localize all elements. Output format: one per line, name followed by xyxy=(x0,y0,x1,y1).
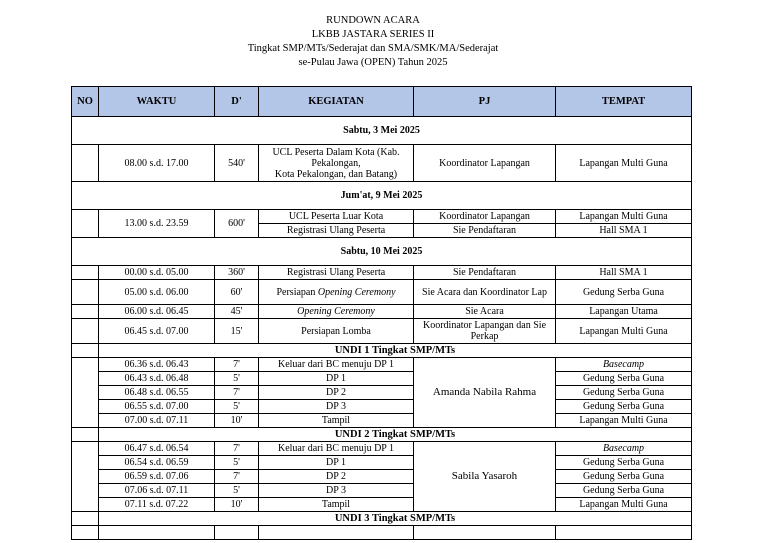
col-header-waktu: WAKTU xyxy=(99,87,215,117)
cell-waktu: 06.47 s.d. 06.54 xyxy=(99,442,215,456)
title-line-1: RUNDOWN ACARA xyxy=(326,15,420,26)
cell-durasi: 10' xyxy=(215,498,259,512)
cell-durasi: 7' xyxy=(215,442,259,456)
table-row xyxy=(72,358,692,372)
cell-pj: Sabila Yasaroh xyxy=(414,442,556,512)
table-row xyxy=(72,442,692,456)
cell-tempat: Gedung Serba Guna xyxy=(556,484,692,498)
table-row xyxy=(72,470,692,484)
cell-tempat: Basecamp xyxy=(556,358,692,372)
cell-durasi: 5' xyxy=(215,456,259,470)
table-row xyxy=(72,456,692,470)
cell-kegiatan: DP 3 xyxy=(259,400,414,414)
cell-durasi: 7' xyxy=(215,386,259,400)
cell-tempat: Gedung Serba Guna xyxy=(556,280,692,305)
cell-pj: Sie Pendaftaran xyxy=(414,266,556,280)
cell-waktu: 06.59 s.d. 07.06 xyxy=(99,470,215,484)
cell-kegiatan: DP 2 xyxy=(259,470,414,484)
cell-no xyxy=(72,512,99,526)
cell-durasi: 7' xyxy=(215,358,259,372)
table-row xyxy=(72,145,692,182)
cell-durasi: 5' xyxy=(215,372,259,386)
cell-kegiatan: Registrasi Ulang Peserta xyxy=(259,266,414,280)
day-header-row xyxy=(72,238,692,266)
cell-kegiatan: DP 3 xyxy=(259,484,414,498)
cell-tempat: Lapangan Multi Guna xyxy=(556,319,692,344)
session-header-row xyxy=(72,428,692,442)
cell-waktu: 08.00 s.d. 17.00 xyxy=(99,145,215,182)
cell-no xyxy=(72,428,99,442)
cell-kegiatan: Opening Ceremony xyxy=(259,305,414,319)
kegiatan-line-2: Kota Pekalongan, dan Batang) xyxy=(274,168,398,180)
cell-waktu: 06.48 s.d. 06.55 xyxy=(99,386,215,400)
cell-tempat: Hall SMA 1 xyxy=(556,224,692,238)
cell-no xyxy=(72,358,99,428)
day-label: Sabtu, 10 Mei 2025 xyxy=(72,238,692,266)
cell-pj: Koordinator Lapangan dan Sie Perkap xyxy=(414,319,556,344)
cell-kegiatan: Registrasi Ulang Peserta xyxy=(259,224,414,238)
cell-durasi: 5' xyxy=(215,400,259,414)
cell-waktu: 06.54 s.d. 06.59 xyxy=(99,456,215,470)
day-header-row xyxy=(72,117,692,145)
cell-tempat: Lapangan Utama xyxy=(556,305,692,319)
cell-tempat: Gedung Serba Guna xyxy=(556,456,692,470)
day-header-row xyxy=(72,182,692,210)
table-row xyxy=(72,414,692,428)
session-label: UNDI 1 Tingkat SMP/MTs xyxy=(99,344,692,358)
table-row xyxy=(72,386,692,400)
cell-durasi xyxy=(215,526,259,540)
cell-no xyxy=(72,442,99,512)
cell-tempat: Gedung Serba Guna xyxy=(556,386,692,400)
cell-pj: Sie Acara dan Koordinator Lap xyxy=(414,280,556,305)
table-row xyxy=(72,280,692,305)
table-row xyxy=(72,210,692,224)
cell-waktu: 05.00 s.d. 06.00 xyxy=(99,280,215,305)
col-header-durasi: D' xyxy=(215,87,259,117)
cell-kegiatan: Tampil xyxy=(259,498,414,512)
cell-tempat: Lapangan Multi Guna xyxy=(556,145,692,182)
cell-kegiatan: DP 2 xyxy=(259,386,414,400)
cell-kegiatan: DP 1 xyxy=(259,372,414,386)
cell-durasi: 5' xyxy=(215,484,259,498)
cell-waktu xyxy=(99,526,215,540)
cell-waktu: 07.06 s.d. 07.11 xyxy=(99,484,215,498)
cell-kegiatan: DP 1 xyxy=(259,456,414,470)
cell-durasi: 45' xyxy=(215,305,259,319)
cell-pj xyxy=(414,526,556,540)
col-header-no: NO xyxy=(72,87,99,117)
col-header-kegiatan: KEGIATAN xyxy=(259,87,414,117)
cell-no xyxy=(72,210,99,238)
cell-waktu: 00.00 s.d. 05.00 xyxy=(99,266,215,280)
cell-kegiatan: Persiapan Lomba xyxy=(259,319,414,344)
cell-tempat: Gedung Serba Guna xyxy=(556,400,692,414)
cell-kegiatan xyxy=(259,526,414,540)
kegiatan-text-italic: Opening Ceremony xyxy=(317,286,396,298)
cell-kegiatan: UCL Peserta Luar Kota xyxy=(259,210,414,224)
table-header-row xyxy=(72,87,692,117)
cell-pj: Sie Pendaftaran xyxy=(414,224,556,238)
session-header-row xyxy=(72,344,692,358)
session-label: UNDI 2 Tingkat SMP/MTs xyxy=(99,428,692,442)
cell-waktu: 07.11 s.d. 07.22 xyxy=(99,498,215,512)
table-row xyxy=(72,484,692,498)
table-row xyxy=(72,498,692,512)
cell-waktu: 06.00 s.d. 06.45 xyxy=(99,305,215,319)
cell-waktu: 13.00 s.d. 23.59 xyxy=(99,210,215,238)
table-row xyxy=(72,372,692,386)
session-header-row xyxy=(72,512,692,526)
title-line-2: LKBB JASTARA SERIES II xyxy=(311,29,435,40)
table-row xyxy=(72,319,692,344)
cell-pj: Sie Acara xyxy=(414,305,556,319)
cell-kegiatan: Tampil xyxy=(259,414,414,428)
kegiatan-text: Persiapan xyxy=(276,286,318,298)
col-header-tempat: TEMPAT xyxy=(556,87,692,117)
cell-kegiatan xyxy=(259,145,414,182)
cell-durasi: 15' xyxy=(215,319,259,344)
cell-durasi: 60' xyxy=(215,280,259,305)
table-row xyxy=(72,526,692,540)
cell-waktu: 06.55 s.d. 07.00 xyxy=(99,400,215,414)
cell-kegiatan: Keluar dari BC menuju DP 1 xyxy=(259,442,414,456)
day-label: Jum'at, 9 Mei 2025 xyxy=(72,182,692,210)
cell-tempat xyxy=(556,526,692,540)
rundown-table xyxy=(71,86,692,540)
kegiatan-line-1: UCL Peserta Dalam Kota (Kab. Pekalongan, xyxy=(272,146,400,169)
cell-pj: Amanda Nabila Rahma xyxy=(414,358,556,428)
cell-no xyxy=(72,145,99,182)
document-title xyxy=(0,14,746,70)
cell-no xyxy=(72,266,99,280)
cell-no xyxy=(72,526,99,540)
cell-durasi: 600' xyxy=(215,210,259,238)
cell-no xyxy=(72,305,99,319)
cell-no xyxy=(72,280,99,305)
table-row xyxy=(72,266,692,280)
table-row xyxy=(72,400,692,414)
title-line-3: Tingkat SMP/MTs/Sederajat dan SMA/SMK/MA/Sederajat xyxy=(247,43,499,54)
cell-durasi: 10' xyxy=(215,414,259,428)
session-label: UNDI 3 Tingkat SMP/MTs xyxy=(99,512,692,526)
title-line-4: se-Pulau Jawa (OPEN) Tahun 2025 xyxy=(298,57,448,68)
cell-no xyxy=(72,344,99,358)
cell-tempat: Lapangan Multi Guna xyxy=(556,210,692,224)
cell-tempat: Lapangan Multi Guna xyxy=(556,498,692,512)
day-label: Sabtu, 3 Mei 2025 xyxy=(72,117,692,145)
cell-waktu: 06.36 s.d. 06.43 xyxy=(99,358,215,372)
cell-durasi: 360' xyxy=(215,266,259,280)
cell-durasi: 540' xyxy=(215,145,259,182)
cell-waktu: 06.45 s.d. 07.00 xyxy=(99,319,215,344)
cell-tempat: Basecamp xyxy=(556,442,692,456)
cell-durasi: 7' xyxy=(215,470,259,484)
cell-tempat: Gedung Serba Guna xyxy=(556,470,692,484)
cell-kegiatan xyxy=(259,280,414,305)
table-row xyxy=(72,305,692,319)
cell-pj: Koordinator Lapangan xyxy=(414,210,556,224)
cell-tempat: Gedung Serba Guna xyxy=(556,372,692,386)
cell-waktu: 06.43 s.d. 06.48 xyxy=(99,372,215,386)
cell-waktu: 07.00 s.d. 07.11 xyxy=(99,414,215,428)
col-header-pj: PJ xyxy=(414,87,556,117)
cell-kegiatan: Keluar dari BC menuju DP 1 xyxy=(259,358,414,372)
cell-tempat: Hall SMA 1 xyxy=(556,266,692,280)
cell-tempat: Lapangan Multi Guna xyxy=(556,414,692,428)
cell-no xyxy=(72,319,99,344)
cell-pj: Koordinator Lapangan xyxy=(414,145,556,182)
